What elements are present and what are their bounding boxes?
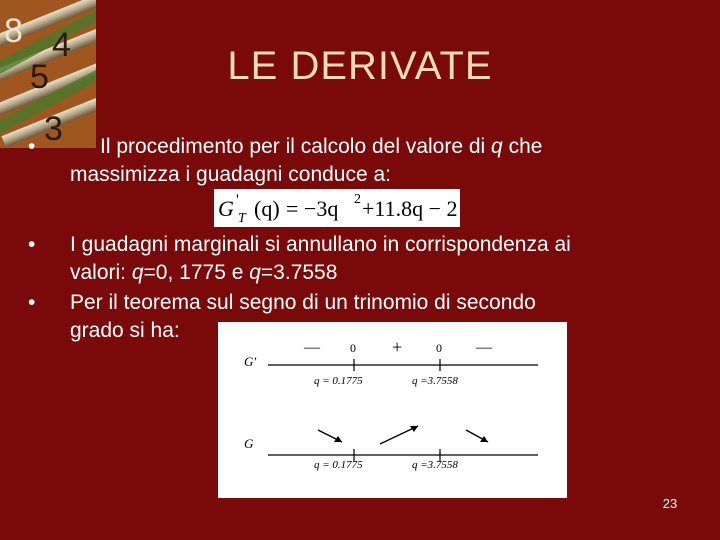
g-point-label-2: q =3.7558 bbox=[412, 459, 458, 471]
bullet-1-line2: massimizza i guadagni conduce a: bbox=[70, 163, 392, 186]
row-label-gprime: G' bbox=[244, 354, 257, 369]
svg-text:= −3q: = −3q bbox=[286, 196, 339, 221]
sign-chart-diagram bbox=[218, 322, 567, 498]
page-number: 23 bbox=[662, 496, 678, 511]
derivative-formula bbox=[214, 189, 460, 227]
svg-text:': ' bbox=[236, 192, 239, 209]
svg-text:G: G bbox=[218, 196, 234, 221]
gprime-point-label-2: q =3.7558 bbox=[412, 375, 458, 387]
sign-minus-2: — bbox=[476, 339, 492, 356]
row-label-g: G bbox=[244, 436, 254, 451]
svg-text:T: T bbox=[238, 211, 246, 226]
bullet-3-line1: Per il teorema sul segno di un trinomio di secondo bbox=[70, 291, 536, 314]
sign-minus-1: — bbox=[304, 339, 320, 356]
logo-digit-3: 3 bbox=[44, 110, 63, 148]
bullet-marker: • bbox=[28, 291, 36, 314]
logo-digit-4: 4 bbox=[52, 26, 71, 64]
bullet-2-line2: valori: q=0, 1775 e q=3.7558 bbox=[70, 261, 338, 284]
numbers-logo bbox=[0, 0, 96, 148]
bullet-marker: • bbox=[28, 135, 36, 158]
svg-text:+11.8q − 2: +11.8q − 2 bbox=[362, 196, 458, 221]
bullet-1-line1: Il procedimento per il calcolo del valore di q che bbox=[100, 135, 543, 158]
bullet-3-line2: grado si ha: bbox=[70, 319, 180, 342]
bullet-marker: • bbox=[28, 233, 36, 256]
svg-text:(q): (q) bbox=[254, 196, 280, 221]
logo-digit-5: 5 bbox=[30, 58, 49, 96]
bullet-2-line1: I guadagni marginali si annullano in corrispondenza ai bbox=[70, 233, 571, 256]
slide-title: LE DERIVATE bbox=[227, 44, 493, 88]
g-point-label-1: q = 0.1775 bbox=[314, 459, 363, 471]
logo-digit-8: 8 bbox=[4, 12, 23, 50]
svg-text:2: 2 bbox=[354, 192, 361, 207]
sign-zero-1: 0 bbox=[350, 341, 356, 355]
sign-zero-2: 0 bbox=[436, 341, 442, 355]
sign-plus: + bbox=[392, 337, 403, 357]
gprime-point-label-1: q = 0.1775 bbox=[314, 375, 363, 387]
